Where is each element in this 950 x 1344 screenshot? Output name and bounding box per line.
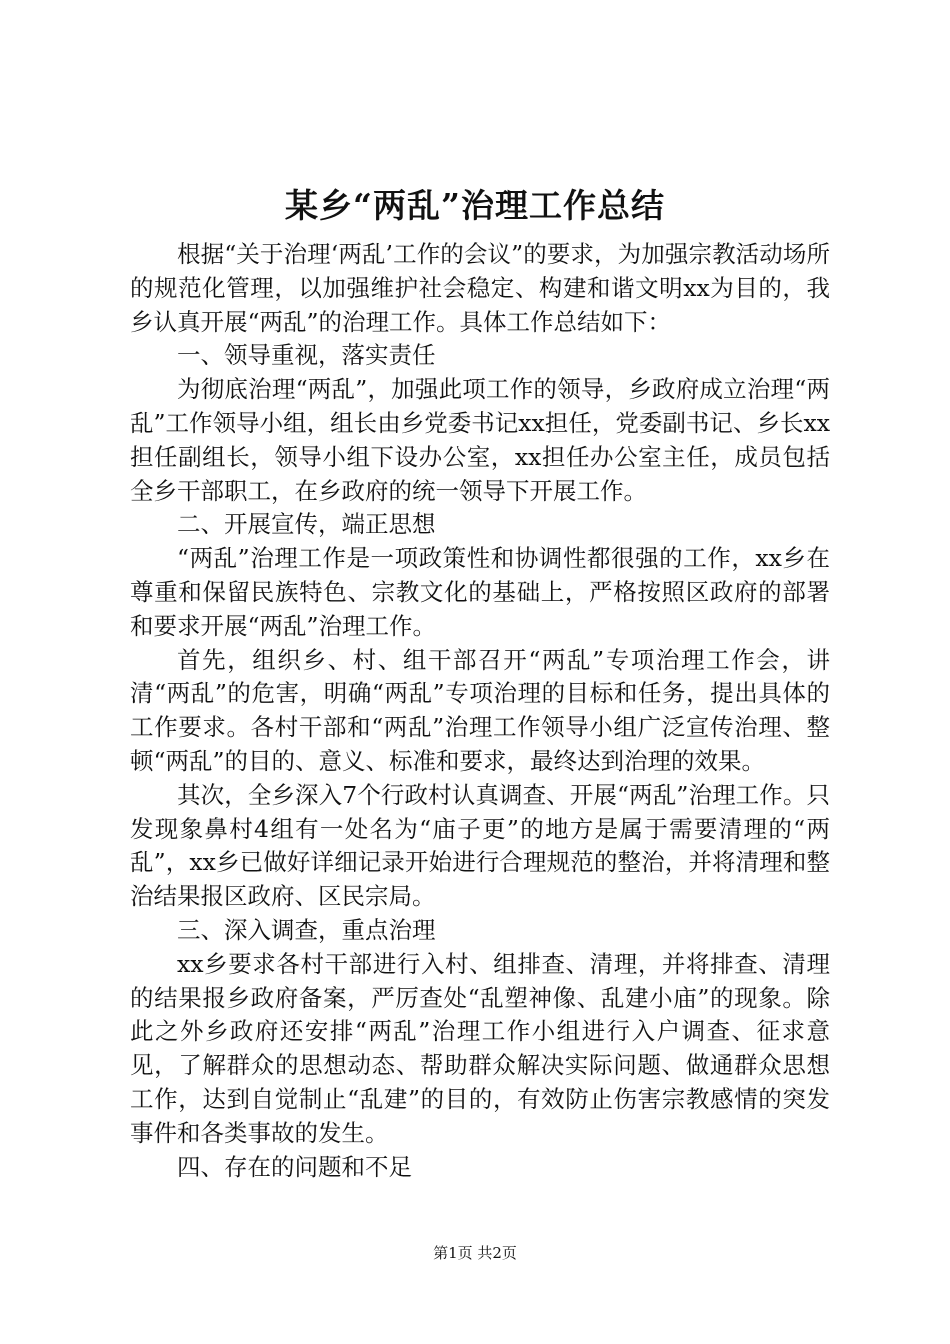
document-body — [130, 238, 830, 1184]
section-heading-3: 三、深入调查，重点治理 — [177, 915, 436, 944]
document-title: 某乡“两乱”治理工作总结 — [285, 186, 665, 225]
section-1-paragraph: 为彻底治理“两乱”，加强此项工作的领导，乡政府成立治理“两乱”工作领导小组，组长由乡党委书记xx担任，党委副书记、乡长xx担任副组长，领导小组下设办公室，xx担任办公室主任，成员包括全乡干部职工，在乡政府的统一领导下开展工作。 — [130, 375, 830, 505]
page-number-footer: 第1页 共2页 — [433, 1244, 517, 1262]
section-3-paragraph: xx乡要求各村干部进行入村、组排查、清理，并将排查、清理的结果报乡政府备案，严厉查处“乱塑神像、乱建小庙”的现象。除此之外乡政府还安排“两乱”治理工作小组进行入户调查、征求意见，了解群众的思想动态、帮助群众解决实际问题、做通群众思想工作，达到自觉制止“乱建”的目的，有效防止伤害宗教感情的突发事件和各类事故的发生。 — [130, 949, 830, 1147]
section-2-paragraph-2: 首先，组织乡、村、组干部召开“两乱”专项治理工作会，讲清“两乱”的危害，明确“两乱”专项治理的目标和任务，提出具体的工作要求。各村干部和“两乱”治理工作领导小组广泛宣传治理、整顿“两乱”的目的、意义、标准和要求，最终达到治理的效果。 — [130, 645, 830, 775]
section-2-paragraph-1: “两乱”治理工作是一项政策性和协调性都很强的工作，xx乡在尊重和保留民族特色、宗教文化的基础上，严格按照区政府的部署和要求开展“两乱”治理工作。 — [130, 544, 830, 640]
section-heading-2: 二、开展宣传，端正思想 — [177, 510, 436, 539]
section-heading-4: 四、存在的问题和不足 — [177, 1152, 412, 1181]
section-heading-1: 一、领导重视，落实责任 — [177, 341, 436, 370]
intro-paragraph: 根据“关于治理‘两乱’工作的会议”的要求，为加强宗教活动场所的规范化管理，以加强维护社会稳定、构建和谐文明xx为目的，我乡认真开展“两乱”的治理工作。具体工作总结如下： — [130, 240, 830, 336]
section-2-paragraph-3: 其次，全乡深入7个行政村认真调查、开展“两乱”治理工作。只发现象鼻村4组有一处名为“庙子更”的地方是属于需要清理的“两乱”，xx乡已做好详细记录开始进行合理规范的整治，并将清理和整治结果报区政府、区民宗局。 — [130, 780, 830, 911]
